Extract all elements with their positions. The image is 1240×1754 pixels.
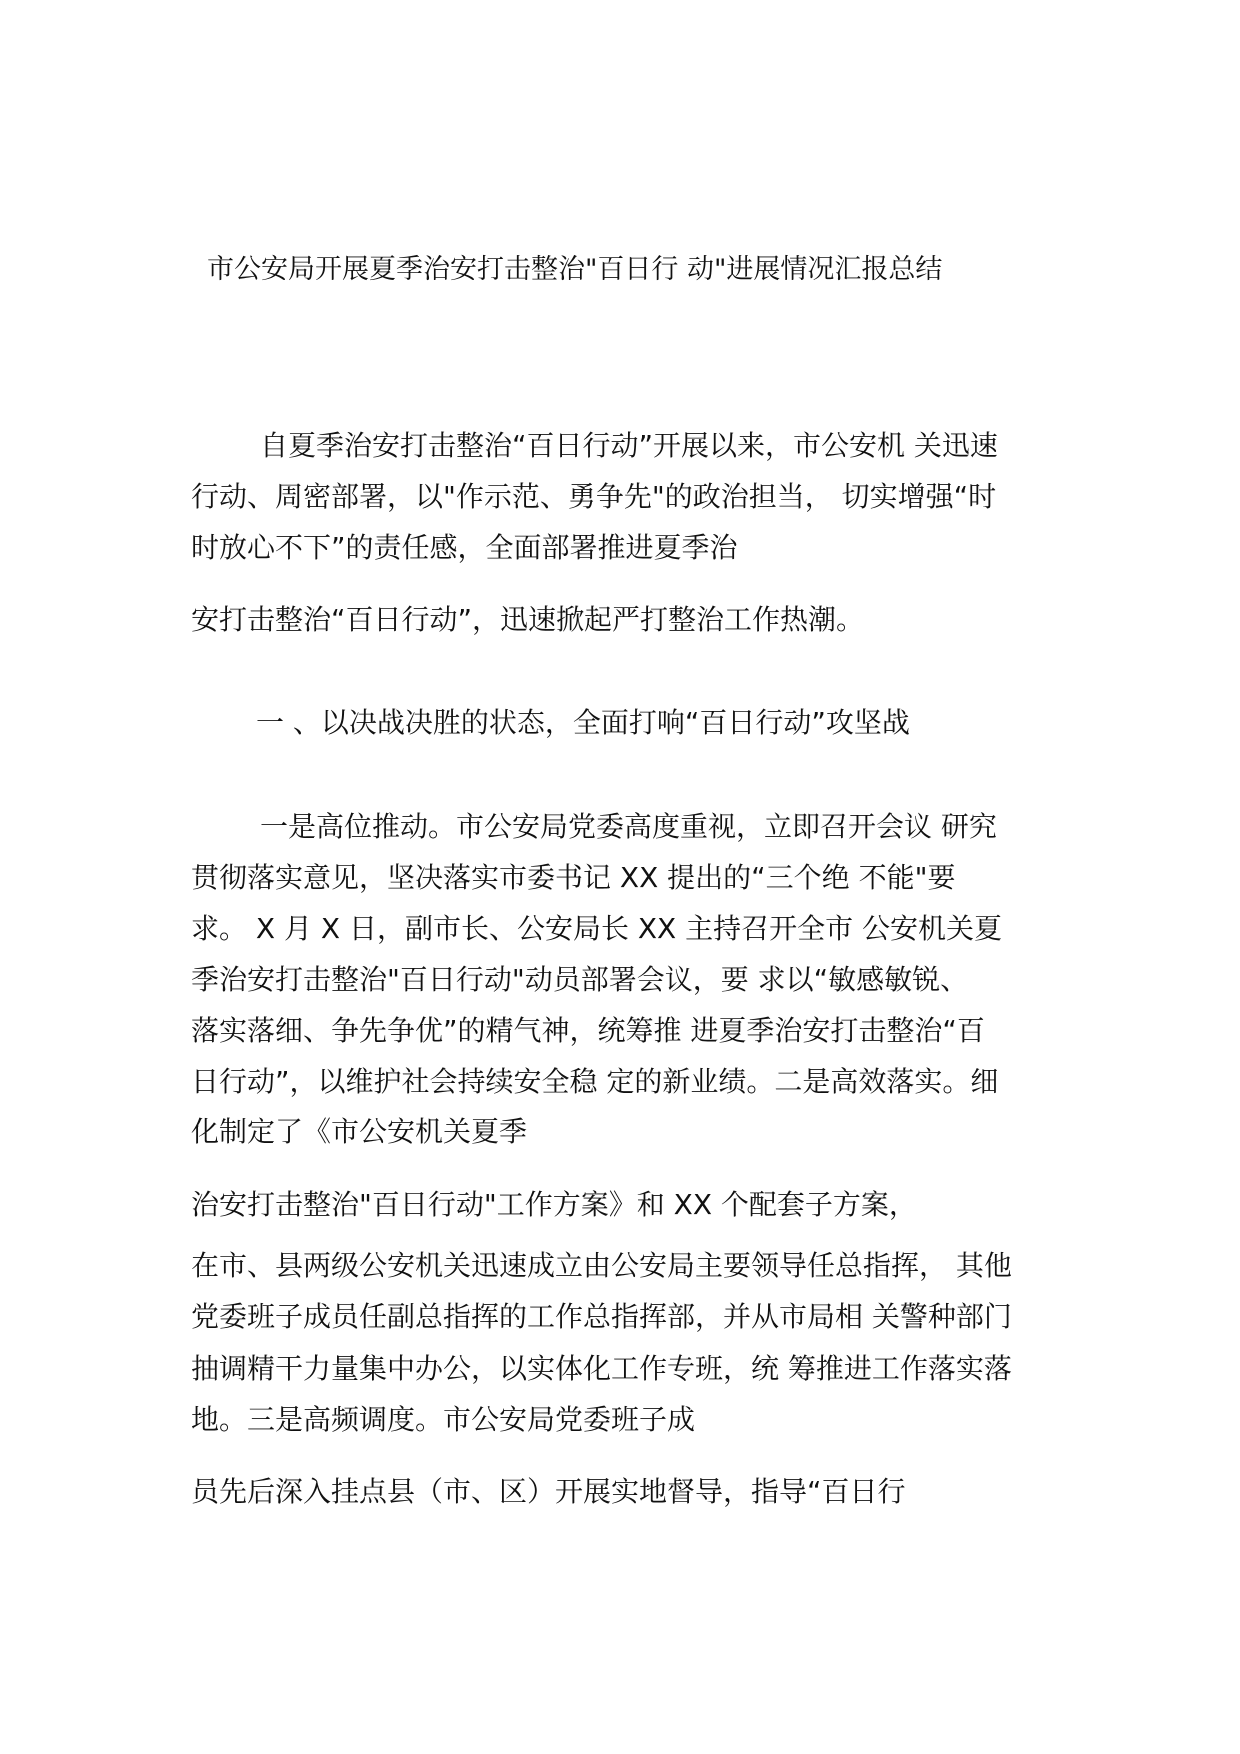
paragraph-2-line-6: 日行动”，以维护社会持续安全稳 定的新业绩。二是高效落实。细 <box>191 1065 999 1098</box>
paragraph-2-line-8: 治安打击整治"百日行动"工作方案》和 XX 个配套子方案， <box>191 1188 917 1221</box>
paragraph-2-line-10: 党委班子成员任副总指挥的工作总指挥部，并从市局相 关警种部门 <box>191 1300 1012 1333</box>
document-title: 市公安局开展夏季治安打击整治"百日行 动"进展情况汇报总结 <box>207 254 943 285</box>
paragraph-2-line-9: 在市、县两级公安机关迅速成立由公安局主要领导任总指挥， 其他 <box>191 1249 1012 1282</box>
section-heading-1: 一 、以决战决胜的状态，全面打响“百日行动”攻坚战 <box>256 706 910 739</box>
paragraph-2-line-11: 抽调精干力量集中办公，以实体化工作专班，统 筹推进工作落实落 <box>191 1352 1012 1385</box>
paragraph-2-line-4: 季治安打击整治"百日行动"动员部署会议，要 求以“敏感敏锐、 <box>191 963 969 996</box>
paragraph-1-line-1: 自夏季治安打击整治“百日行动”开展以来，市公安机 关迅速 <box>260 429 998 462</box>
paragraph-2-line-5: 落实落细、争先争优”的精气神，统筹推 进夏季治安打击整治“百 <box>191 1014 985 1047</box>
paragraph-2-line-7: 化制定了《市公安机关夏季 <box>191 1115 528 1148</box>
paragraph-2-line-12: 地。三是高频调度。市公安局党委班子成 <box>191 1403 696 1436</box>
paragraph-2-line-2: 贯彻落实意见，坚决落实市委书记 XX 提出的“三个绝 不能"要 <box>191 861 956 894</box>
paragraph-1-line-2: 行动、周密部署，以"作示范、勇争先"的政治担当， 切实增强“时 <box>191 480 997 513</box>
paragraph-2-line-3: 求。 X 月 X 日，副市长、公安局长 XX 主持召开全市 公安机关夏 <box>191 912 1003 945</box>
paragraph-1-line-4: 安打击整治“百日行动”，迅速掀起严打整治工作热潮。 <box>191 603 865 636</box>
paragraph-2-line-13: 员先后深入挂点县（市、区）开展实地督导，指导“百日行 <box>191 1475 906 1508</box>
paragraph-1-line-3: 时放心不下”的责任感，全面部署推进夏季治 <box>191 531 738 564</box>
paragraph-2-line-1: 一是高位推动。市公安局党委高度重视，立即召开会议 研究 <box>260 810 997 843</box>
